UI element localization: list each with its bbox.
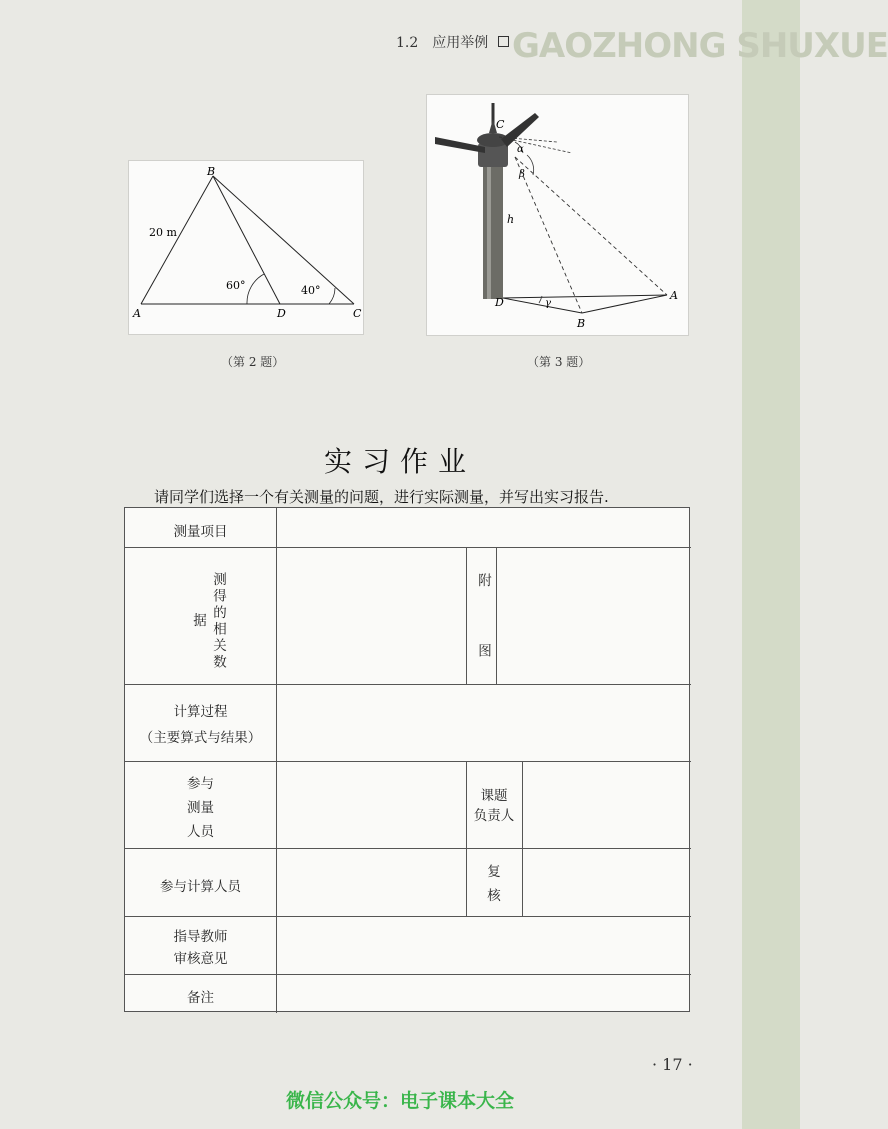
row-label-process xyxy=(125,700,276,746)
leader-line-1: 课题 xyxy=(480,788,508,804)
teacher-line-1: 指导教师 xyxy=(173,929,228,945)
fig3-angle-alpha: α xyxy=(517,144,524,155)
teacher-line-2: 审核意见 xyxy=(173,951,228,967)
footer-watermark: 微信公众号：电子课本大全 xyxy=(285,1090,514,1112)
table-row-divider xyxy=(125,761,691,762)
fig2-point-c: C xyxy=(353,307,362,320)
row-label-review xyxy=(466,860,522,908)
fig3-height-label: h xyxy=(507,213,515,226)
fig2-point-b: B xyxy=(207,165,216,178)
fig3-point-b: B xyxy=(577,317,586,330)
page-number: · 17 · xyxy=(652,1055,693,1074)
figure-3-diagram xyxy=(427,95,688,335)
fig2-length-label: 20 m xyxy=(149,226,177,239)
table-row-divider xyxy=(125,848,691,849)
attachment-left-border xyxy=(466,547,467,684)
homework-instruction: 请同学们选择一个有关测量的问题，进行实际测量，并写出实习报告. xyxy=(154,488,609,506)
figure-3 xyxy=(426,94,689,336)
page-header xyxy=(0,0,888,80)
row-label-notes: 备注 xyxy=(187,990,214,1006)
process-line-2: （主要算式与结果） xyxy=(139,730,262,746)
figure-2-diagram xyxy=(129,161,363,334)
participants-line-2: 测量 xyxy=(187,800,214,816)
review-line-2: 核 xyxy=(487,888,501,904)
figure-2-caption: （第 2 题） xyxy=(221,355,285,369)
fig2-point-d: D xyxy=(277,307,286,320)
attachment-right-border xyxy=(496,547,497,684)
homework-title: 实习作业 xyxy=(323,445,476,478)
figure-3-caption: （第 3 题） xyxy=(527,355,591,369)
page-edge-strip xyxy=(742,0,800,1129)
table-row-divider xyxy=(125,547,691,548)
fig3-angle-beta: β xyxy=(519,169,525,180)
leader-right-border xyxy=(522,761,523,916)
header-watermark: GAOZHONG SHUXUE xyxy=(512,26,888,66)
fig2-angle-c: 40° xyxy=(301,284,321,297)
row-label-data: 测得的相关数据 xyxy=(190,571,226,671)
fig2-point-a: A xyxy=(133,307,141,320)
row-label-leader xyxy=(466,786,522,826)
participants-line-1: 参与 xyxy=(187,776,214,792)
fig3-angle-gamma: γ xyxy=(545,298,551,309)
report-table xyxy=(124,507,690,1012)
table-row-divider xyxy=(125,974,691,975)
row-label-teacher xyxy=(125,926,276,970)
leader-line-2: 负责人 xyxy=(473,808,515,824)
fig3-point-a: A xyxy=(670,289,678,302)
table-row-divider xyxy=(125,684,691,685)
section-square-icon xyxy=(498,36,509,47)
table-row-divider xyxy=(125,916,691,917)
section-label: 1.2 应用举例 xyxy=(396,35,489,51)
row-label-project: 测量项目 xyxy=(173,524,228,540)
fig3-point-d: D xyxy=(495,296,504,309)
row-label-participants xyxy=(125,772,276,844)
fig3-point-c: C xyxy=(496,118,505,131)
row-label-calculators: 参与计算人员 xyxy=(160,879,241,895)
process-line-1: 计算过程 xyxy=(173,704,228,720)
attachment-label: 附 图 xyxy=(475,573,491,667)
figure-2 xyxy=(128,160,364,335)
fig2-angle-d: 60° xyxy=(226,279,246,292)
participants-line-3: 人员 xyxy=(187,824,214,840)
review-line-1: 复 xyxy=(487,864,501,880)
